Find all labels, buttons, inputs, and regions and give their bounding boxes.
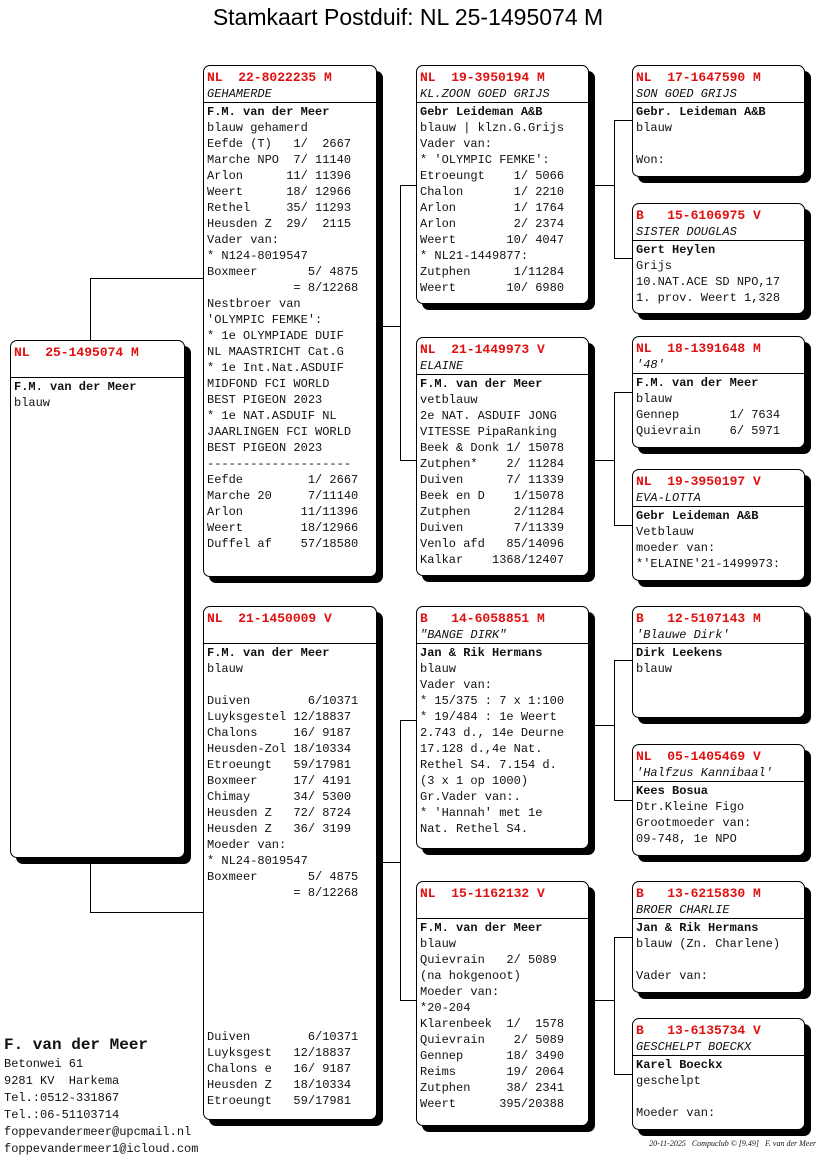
- pigeon-card-mf[interactable]: [416, 606, 589, 849]
- pigeon-info-line: * 'Hannah' met 1e: [420, 806, 543, 820]
- pigeon-info-line: Gr.Vader van:.: [420, 790, 521, 804]
- pigeon-name: ELAINE: [417, 358, 588, 375]
- pigeon-info-line: Quievrain 6/ 5971: [636, 424, 781, 438]
- pigeon-info-line: blauw: [420, 937, 457, 951]
- footer-date: 20-11-2025: [649, 1139, 686, 1148]
- pigeon-info-line: (3 x 1 op 1000): [420, 774, 529, 788]
- pigeon-info-line: Zutphen 2/11284: [420, 505, 565, 519]
- pigeon-info-line: Heusden Z 29/ 2115: [207, 217, 352, 231]
- pigeon-info-line: [207, 965, 376, 981]
- pigeon-info-line: Chalon 1/ 2210: [420, 185, 565, 199]
- connector-line: [383, 326, 400, 327]
- pigeon-card-mff[interactable]: [632, 606, 805, 718]
- pigeon-info-line: Weert 10/ 6980: [420, 281, 565, 295]
- pigeon-info-line: Gennep 18/ 3490: [420, 1049, 565, 1063]
- connector-line: [614, 258, 632, 259]
- connector-line: [400, 185, 416, 186]
- pigeon-info-line: 1. prov. Weert 1,328: [636, 291, 781, 305]
- ring-number: B 15-6106975 V: [636, 208, 761, 223]
- pigeon-info-line: [636, 952, 804, 968]
- owner-name: F.M. van der Meer: [207, 646, 330, 660]
- pigeon-name: GESCHELPT BOECKX: [633, 1039, 804, 1056]
- ring-number: NL 15-1162132 V: [420, 886, 545, 901]
- pigeon-info-line: 2.743 d., 14e Deurne: [420, 726, 565, 740]
- pigeon-info-line: [207, 677, 376, 693]
- pigeon-info-line: blauw: [207, 662, 244, 676]
- pigeon-info-line: Quievrain 2/ 5089: [420, 953, 557, 967]
- pigeon-info-line: [207, 1013, 376, 1029]
- pigeon-info-line: Weert 10/ 4047: [420, 233, 565, 247]
- owner-name: Gebr. Leideman A&B: [636, 105, 766, 119]
- pigeon-info-line: * 1e NAT.ASDUIF NL: [207, 409, 337, 423]
- breeder-address: Betonwei 61: [4, 1057, 84, 1071]
- pigeon-info-line: Beek & Donk 1/ 15078: [420, 441, 565, 455]
- owner-name: F.M. van der Meer: [14, 380, 137, 394]
- ring-number: NL 19-3950197 V: [636, 474, 761, 489]
- pigeon-info-line: Etroeungt 59/17981: [207, 758, 352, 772]
- pigeon-info-line: Heusden Z 18/10334: [207, 1078, 352, 1092]
- pigeon-info-line: Moeder van:: [420, 985, 500, 999]
- pigeon-info-line: Arlon 11/11396: [207, 505, 359, 519]
- pigeon-info-line: Etroeungt 59/17981: [207, 1094, 352, 1108]
- pigeon-info-line: moeder van:: [636, 541, 716, 555]
- pigeon-info-line: Arlon 11/ 11396: [207, 169, 352, 183]
- pigeon-info-line: Boxmeer 17/ 4191: [207, 774, 352, 788]
- pigeon-info-line: Vader van:: [420, 678, 493, 692]
- pigeon-info-line: Duiven 6/10371: [207, 1030, 359, 1044]
- pigeon-info-line: Boxmeer 5/ 4875: [207, 265, 359, 279]
- pigeon-info-line: Duiven 7/ 11339: [420, 473, 565, 487]
- pigeon-name: '48': [633, 357, 804, 374]
- pigeon-info-line: BEST PIGEON 2023: [207, 393, 323, 407]
- owner-name: F.M. van der Meer: [636, 376, 759, 390]
- pigeon-info-line: [207, 949, 376, 965]
- pigeon-info-line: Klarenbeek 1/ 1578: [420, 1017, 565, 1031]
- pigeon-info-line: [636, 136, 804, 152]
- pigeon-info-line: Marche 20 7/11140: [207, 489, 359, 503]
- pigeon-info-line: Zutphen 38/ 2341: [420, 1081, 565, 1095]
- connector-line: [90, 912, 203, 913]
- ring-number: NL 25-1495074 M: [14, 345, 139, 360]
- pigeon-info-line: 17.128 d.,4e Nat.: [420, 742, 543, 756]
- pigeon-info-line: * NL24-8019547: [207, 854, 308, 868]
- pigeon-info-line: Vader van:: [207, 233, 280, 247]
- owner-name: Dirk Leekens: [636, 646, 723, 660]
- pigeon-info-line: BEST PIGEON 2023: [207, 441, 323, 455]
- breeder-email: foppevandermeer@upcmail.nl: [4, 1125, 192, 1139]
- footer-software: Compuclub © [9.49]: [691, 1139, 760, 1148]
- pigeon-card-fmm[interactable]: [632, 469, 805, 581]
- pigeon-info-line: blauw: [420, 662, 457, 676]
- connector-line: [614, 120, 615, 258]
- connector-line: [383, 862, 400, 863]
- pigeon-info-line: * 19/484 : 1e Weert: [420, 710, 557, 724]
- connector-line: [595, 1000, 614, 1001]
- pigeon-info-line: [207, 933, 376, 949]
- pigeon-name: SISTER DOUGLAS: [633, 224, 804, 241]
- pigeon-info-line: Duiven 7/11339: [420, 521, 565, 535]
- connector-line: [614, 937, 615, 1074]
- pigeon-info-line: Rethel 35/ 11293: [207, 201, 352, 215]
- pigeon-info-line: (na hokgenoot): [420, 969, 521, 983]
- connector-line: [614, 660, 632, 661]
- pigeon-info-line: Arlon 2/ 2374: [420, 217, 565, 231]
- owner-name: Gebr Leideman A&B: [420, 105, 543, 119]
- pigeon-info-line: blauw: [14, 396, 51, 410]
- connector-line: [614, 800, 632, 801]
- pigeon-info-line: Moeder van:: [636, 1106, 716, 1120]
- owner-name: F.M. van der Meer: [420, 377, 543, 391]
- pigeon-info-line: Quievrain 2/ 5089: [420, 1033, 565, 1047]
- pigeon-info-line: Nat. Rethel S4.: [420, 822, 529, 836]
- pigeon-card-fff[interactable]: [632, 65, 805, 177]
- page-title: Stamkaart Postduif: NL 25-1495074 M: [212, 4, 604, 30]
- pigeon-name: GEHAMERDE: [204, 86, 376, 103]
- owner-name: Jan & Rik Hermans: [636, 921, 759, 935]
- pigeon-card-ffm[interactable]: [632, 203, 805, 314]
- pigeon-info-line: 'OLYMPIC FEMKE':: [207, 313, 323, 327]
- pigeon-info-line: Vader van:: [636, 969, 709, 983]
- pigeon-card-mmm[interactable]: [632, 1018, 805, 1130]
- pigeon-card-mm[interactable]: [416, 881, 589, 1126]
- owner-name: Jan & Rik Hermans: [420, 646, 543, 660]
- connector-line: [400, 1000, 416, 1001]
- pigeon-info-line: --------------------: [207, 457, 352, 471]
- pigeon-info-line: [207, 917, 376, 933]
- pigeon-info-line: 09-748, 1e NPO: [636, 832, 737, 846]
- pigeon-name: [417, 902, 588, 919]
- breeder-phone: Tel.:0512-331867: [4, 1091, 120, 1105]
- ring-number: NL 05-1405469 V: [636, 749, 761, 764]
- pigeon-name: 'Blauwe Dirk': [633, 627, 804, 644]
- ring-number: NL 18-1391648 M: [636, 341, 761, 356]
- pigeon-info-line: blauw | klzn.G.Grijs: [420, 121, 565, 135]
- pigeon-info-line: MIDFOND FCI WORLD: [207, 377, 330, 391]
- pigeon-info-line: Boxmeer 5/ 4875: [207, 870, 359, 884]
- owner-name: Gert Heylen: [636, 243, 716, 257]
- pigeon-card-mmf[interactable]: [632, 881, 805, 993]
- pigeon-card-mfm[interactable]: [632, 744, 805, 856]
- pigeon-card-father[interactable]: [203, 65, 377, 577]
- pigeon-info-line: Nestbroer van: [207, 297, 301, 311]
- pigeon-name: EVA-LOTTA: [633, 490, 804, 507]
- pigeon-info-line: blauw: [636, 121, 673, 135]
- connector-line: [614, 392, 615, 525]
- pigeon-info-line: vetblauw: [420, 393, 478, 407]
- pigeon-info-line: [207, 981, 376, 997]
- pigeon-info-line: Eefde 1/ 2667: [207, 473, 359, 487]
- pigeon-info-line: Duffel af 57/18580: [207, 537, 359, 551]
- pigeon-info-line: [636, 1089, 804, 1105]
- pigeon-info-line: [207, 901, 376, 917]
- pigeon-name: 'Halfzus Kannibaal': [633, 765, 804, 782]
- pigeon-name: SON GOED GRIJS: [633, 86, 804, 103]
- connector-line: [595, 725, 614, 726]
- connector-line: [595, 460, 614, 461]
- pigeon-card-subject[interactable]: [10, 340, 185, 858]
- pigeon-info-line: Etroeungt 1/ 5066: [420, 169, 565, 183]
- breeder-info: [4, 1034, 198, 1158]
- ring-number: NL 19-3950194 M: [420, 70, 545, 85]
- owner-name: Kees Bosua: [636, 784, 709, 798]
- connector-line: [400, 720, 416, 721]
- pigeon-info-line: Chalons 16/ 9187: [207, 726, 352, 740]
- pigeon-info-line: Won:: [636, 153, 665, 167]
- pigeon-info-line: Luyksgestel 12/18837: [207, 710, 352, 724]
- owner-name: Karel Boeckx: [636, 1058, 723, 1072]
- pigeon-info-line: Rethel S4. 7.154 d.: [420, 758, 557, 772]
- pigeon-info-line: Grootmoeder van:: [636, 816, 752, 830]
- pigeon-card-ff[interactable]: [416, 65, 589, 304]
- pigeon-info-line: VITESSE PipaRanking: [420, 425, 557, 439]
- ring-number: B 13-6135734 V: [636, 1023, 761, 1038]
- pigeon-info-line: Beek en D 1/15078: [420, 489, 565, 503]
- pigeon-info-line: Vader van:: [420, 137, 493, 151]
- owner-name: F.M. van der Meer: [207, 105, 330, 119]
- connector-line: [595, 185, 614, 186]
- connector-line: [90, 278, 203, 279]
- pigeon-info-line: Chalons e 16/ 9187: [207, 1062, 352, 1076]
- pigeon-info-line: Gennep 1/ 7634: [636, 408, 781, 422]
- connector-line: [614, 525, 632, 526]
- pigeon-info-line: Luyksgest 12/18837: [207, 1046, 352, 1060]
- pigeon-info-line: * 15/375 : 7 x 1:100: [420, 694, 565, 708]
- owner-name: Gebr Leideman A&B: [636, 509, 759, 523]
- ring-number: NL 17-1647590 M: [636, 70, 761, 85]
- pigeon-info-line: Duiven 6/10371: [207, 694, 359, 708]
- pigeon-info-line: * 1e OLYMPIADE DUIF: [207, 329, 344, 343]
- pigeon-info-line: blauw gehamerd: [207, 121, 308, 135]
- pigeon-info-line: Reims 19/ 2064: [420, 1065, 565, 1079]
- connector-line: [400, 720, 401, 1000]
- pigeon-info-line: Weert 18/ 12966: [207, 185, 352, 199]
- pigeon-info-line: 10.NAT.ACE SD NPO,17: [636, 275, 781, 289]
- pigeon-name: [204, 627, 376, 644]
- pigeon-info-line: Marche NPO 7/ 11140: [207, 153, 352, 167]
- pigeon-info-line: blauw: [636, 392, 673, 406]
- footer-author: F. van der Meer: [765, 1139, 816, 1148]
- pigeon-info-line: geschelpt: [636, 1074, 701, 1088]
- connector-line: [90, 864, 91, 912]
- connector-line: [90, 278, 91, 340]
- pigeon-info-line: Zutphen* 2/ 11284: [420, 457, 565, 471]
- pigeon-info-line: Heusden Z 72/ 8724: [207, 806, 352, 820]
- pigeon-info-line: * 'OLYMPIC FEMKE':: [420, 153, 550, 167]
- ring-number: B 12-5107143 M: [636, 611, 761, 626]
- pigeon-info-line: Weert 395/20388: [420, 1097, 565, 1111]
- connector-line: [614, 120, 632, 121]
- breeder-mobile: Tel.:06-51103714: [4, 1108, 120, 1122]
- pigeon-info-line: * NL21-1449877:: [420, 249, 529, 263]
- pigeon-name: BROER CHARLIE: [633, 902, 804, 919]
- breeder-email-2: foppevandermeer1@icloud.com: [4, 1142, 199, 1156]
- pigeon-info-line: Heusden-Zol 18/10334: [207, 742, 352, 756]
- pigeon-info-line: blauw (Zn. Charlene): [636, 937, 781, 951]
- pigeon-card-fm[interactable]: [416, 337, 589, 576]
- connector-line: [614, 937, 632, 938]
- connector-line: [614, 660, 615, 800]
- pigeon-info-line: Vetblauw: [636, 525, 694, 539]
- pigeon-card-mother[interactable]: [203, 606, 377, 1120]
- pigeon-info-line: Dtr.Kleine Figo: [636, 800, 745, 814]
- owner-name: F.M. van der Meer: [420, 921, 543, 935]
- pigeon-info-line: Moeder van:: [207, 838, 287, 852]
- pigeon-name: KL.ZOON GOED GRIJS: [417, 86, 588, 103]
- pigeon-info-line: JAARLINGEN FCI WORLD: [207, 425, 352, 439]
- pigeon-info-line: Grijs: [636, 259, 673, 273]
- pigeon-name: "BANGE DIRK": [417, 627, 588, 644]
- pigeon-info-line: Weert 18/12966: [207, 521, 359, 535]
- pigeon-info-line: Kalkar 1368/12407: [420, 553, 565, 567]
- pigeon-info-line: *20-204: [420, 1001, 471, 1015]
- breeder-name: F. van der Meer: [4, 1036, 149, 1054]
- pigeon-info-line: Zutphen 1/11284: [420, 265, 565, 279]
- pigeon-info-line: *'ELAINE'21-1499973:: [636, 557, 781, 571]
- pigeon-info-line: * N124-8019547: [207, 249, 308, 263]
- pigeon-info-line: NL MAASTRICHT Cat.G: [207, 345, 344, 359]
- connector-line: [614, 392, 632, 393]
- pigeon-info-line: * 1e Int.Nat.ASDUIF: [207, 361, 344, 375]
- ring-number: B 13-6215830 M: [636, 886, 761, 901]
- ring-number: NL 21-1449973 V: [420, 342, 545, 357]
- pigeon-info-line: Eefde (T) 1/ 2667: [207, 137, 352, 151]
- pigeon-name: [11, 361, 184, 378]
- pigeon-info-line: = 8/12268: [207, 886, 359, 900]
- pigeon-info-line: Chimay 34/ 5300: [207, 790, 352, 804]
- pigeon-info-line: [207, 997, 376, 1013]
- ring-number: B 14-6058851 M: [420, 611, 545, 626]
- pigeon-info-line: Heusden Z 36/ 3199: [207, 822, 352, 836]
- breeder-city: 9281 KV Harkema: [4, 1074, 120, 1088]
- footer: [649, 1139, 816, 1148]
- ring-number: NL 22-8022235 M: [207, 70, 332, 85]
- connector-line: [614, 1074, 632, 1075]
- connector-line: [400, 185, 401, 460]
- pigeon-card-fmf[interactable]: [632, 336, 805, 448]
- connector-line: [400, 460, 416, 461]
- pigeon-info-line: Venlo afd 85/14096: [420, 537, 565, 551]
- pigeon-info-line: Arlon 1/ 1764: [420, 201, 565, 215]
- pigeon-info-line: blauw: [636, 662, 673, 676]
- pigeon-info-line: 2e NAT. ASDUIF JONG: [420, 409, 557, 423]
- pigeon-info-line: = 8/12268: [207, 281, 359, 295]
- ring-number: NL 21-1450009 V: [207, 611, 332, 626]
